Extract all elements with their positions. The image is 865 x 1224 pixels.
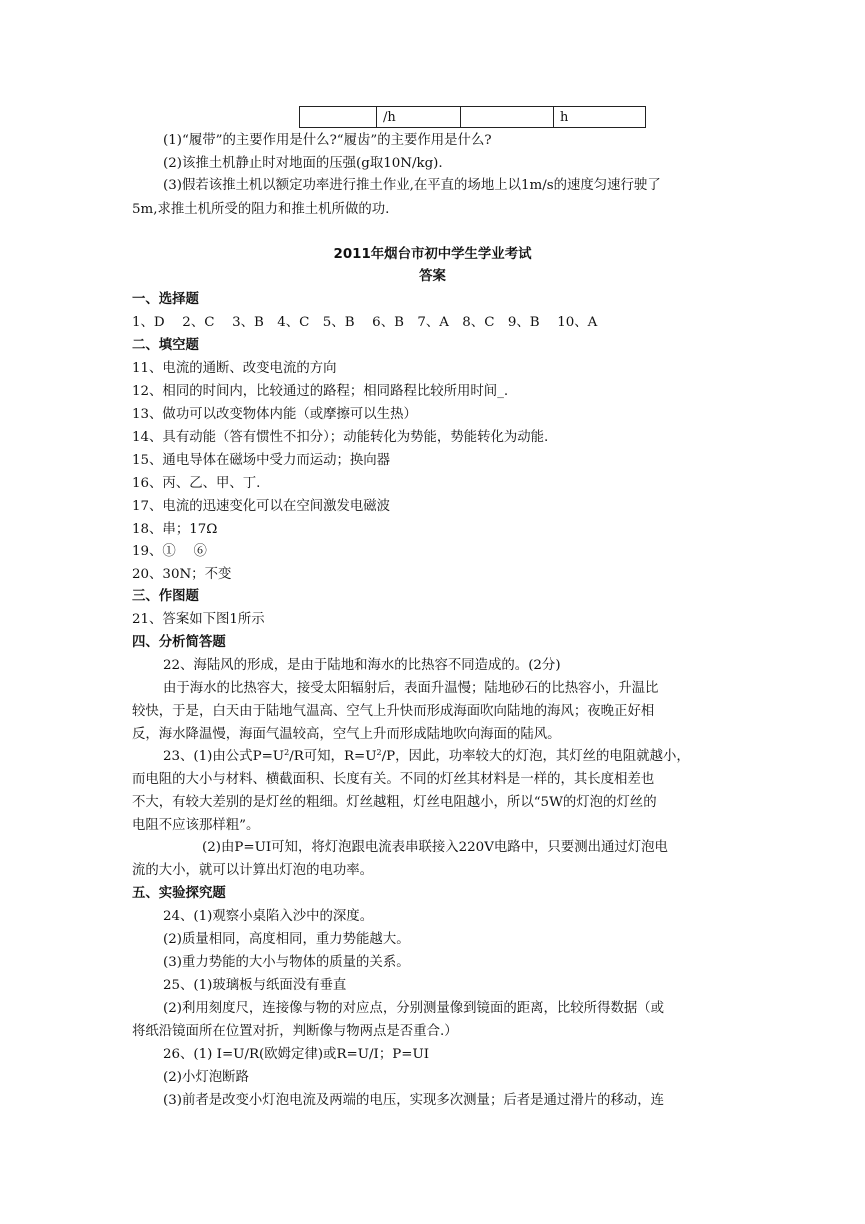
answer-25-line-1: 25、(1)玻璃板与纸面没有垂直 — [163, 978, 347, 993]
answer-22-line-1: 由于海水的比热容大，接受太阳辐射后，表面升温慢；陆地砂石的比热容小，升温比 — [163, 681, 659, 696]
superscript-2: 2 — [284, 748, 290, 757]
answer-23-line-2: 而电阻的大小与材料、横截面积、长度有关。不同的灯丝其材料是一样的，其长度相差也 — [132, 772, 655, 787]
answer-23-formula-part-2: /R可知，R=U — [289, 749, 377, 764]
answer-20: 20、30N；不变 — [132, 567, 232, 582]
answer-24-line-1: 24、(1)观察小桌陷入沙中的深度。 — [163, 909, 374, 924]
answer-24-line-2: (2)质量相同，高度相同，重力势能越大。 — [163, 932, 410, 947]
answer-14: 14、具有动能（答有惯性不扣分）；动能转化为势能，势能转化为动能. — [132, 430, 549, 445]
answer-21: 21、答案如下图1所示 — [132, 612, 265, 627]
table-cell: h — [554, 107, 646, 128]
data-table-fragment — [299, 106, 646, 128]
answer-13: 13、做功可以改变物体内能（或摩擦可以生热） — [132, 407, 417, 422]
question-3-line-2: 5m,求推土机所受的阻力和推土机所做的功. — [132, 202, 390, 217]
answer-18: 18、串；17Ω — [132, 522, 218, 537]
answer-23-line-1 — [163, 748, 690, 766]
question-1: (1)“履带”的主要作用是什么?“履齿”的主要作用是什么? — [163, 133, 492, 148]
table-cell — [461, 107, 554, 128]
answer-25-line-3: 将纸沿镜面所在位置对折，判断像与物两点是否重合.） — [132, 1024, 458, 1039]
answer-15: 15、通电导体在磁场中受力而运动；换向器 — [132, 453, 391, 468]
answer-25-line-2: (2)利用刻度尺，连接像与物的对应点，分别测量像到镜面的距离，比较所得数据（或 — [163, 1001, 665, 1016]
section-heading-analysis: 四、分析简答题 — [132, 635, 226, 650]
question-2: (2)该推土机静止时对地面的压强(g取10N/kg). — [163, 156, 443, 171]
answer-26-line-2: (2)小灯泡断路 — [163, 1070, 249, 1085]
question-3-line-1: (3)假若该推土机以额定功率进行推土作业,在平直的场地上以1m/s的速度匀速行驶了 — [163, 178, 661, 193]
answer-23-part-2-line-1: (2)由P=UI可知，将灯泡跟电流表串联接入220V电路中，只要测出通过灯泡电 — [202, 840, 668, 855]
section-heading-drawing: 三、作图题 — [132, 589, 199, 604]
section-heading-fill: 二、填空题 — [132, 338, 199, 353]
answer-26-line-1: 26、(1) I=U/R(欧姆定律)或R=U/I；P=UI — [163, 1047, 430, 1062]
answer-22-line-3: 反，海水降温慢，海面气温较高，空气上升而形成陆地吹向海面的陆风。 — [132, 727, 561, 742]
answer-23-part-2-line-2: 流的大小，就可以计算出灯泡的电功率。 — [132, 863, 374, 878]
table-cell — [300, 107, 377, 128]
answer-22-line-2: 较快，于是，白天由于陆地气温高、空气上升快而形成海面吹向陆地的海风；夜晚正好相 — [132, 704, 655, 719]
section-heading-choice: 一、选择题 — [132, 292, 199, 307]
answer-19: 19、① ⑥ — [132, 544, 207, 559]
superscript-2: 2 — [376, 748, 382, 757]
answer-title: 答案 — [419, 269, 446, 284]
answer-22-head: 22、海陆风的形成，是由于陆地和海水的比热容不同造成的。(2分) — [163, 658, 561, 673]
answer-12: 12、相同的时间内，比较通过的路程；相同路程比较所用时间_. — [132, 384, 509, 399]
choice-answers: 1、D 2、C 3、B 4、C 5、B 6、B 7、A 8、C 9、B 10、A — [132, 315, 598, 330]
answer-16: 16、丙、乙、甲、丁. — [132, 476, 261, 491]
table-cell: /h — [377, 107, 461, 128]
exam-title: 2011年烟台市初中学生学业考试 — [333, 247, 532, 262]
table-row — [300, 107, 646, 128]
answer-26-line-3: (3)前者是改变小灯泡电流及两端的电压，实现多次测量；后者是通过滑片的移动，连 — [163, 1093, 665, 1108]
answer-24-line-3: (3)重力势能的大小与物体的质量的关系。 — [163, 955, 410, 970]
answer-23-line-3: 不大，有较大差别的是灯丝的粗细。灯丝越粗，灯丝电阻越小，所以“5W的灯泡的灯丝的 — [132, 795, 657, 810]
answer-17: 17、电流的迅速变化可以在空间激发电磁波 — [132, 499, 391, 514]
section-heading-experiment: 五、实验探究题 — [132, 886, 226, 901]
answer-23-line-4: 电阻不应该那样粗”。 — [132, 818, 260, 833]
answer-23-formula-part-1: 23、(1)由公式P=U — [163, 749, 285, 764]
answer-23-formula-part-3: /P，因此，功率较大的灯泡，其灯丝的电阻就越小， — [381, 749, 690, 764]
answer-11: 11、电流的通断、改变电流的方向 — [132, 361, 337, 376]
